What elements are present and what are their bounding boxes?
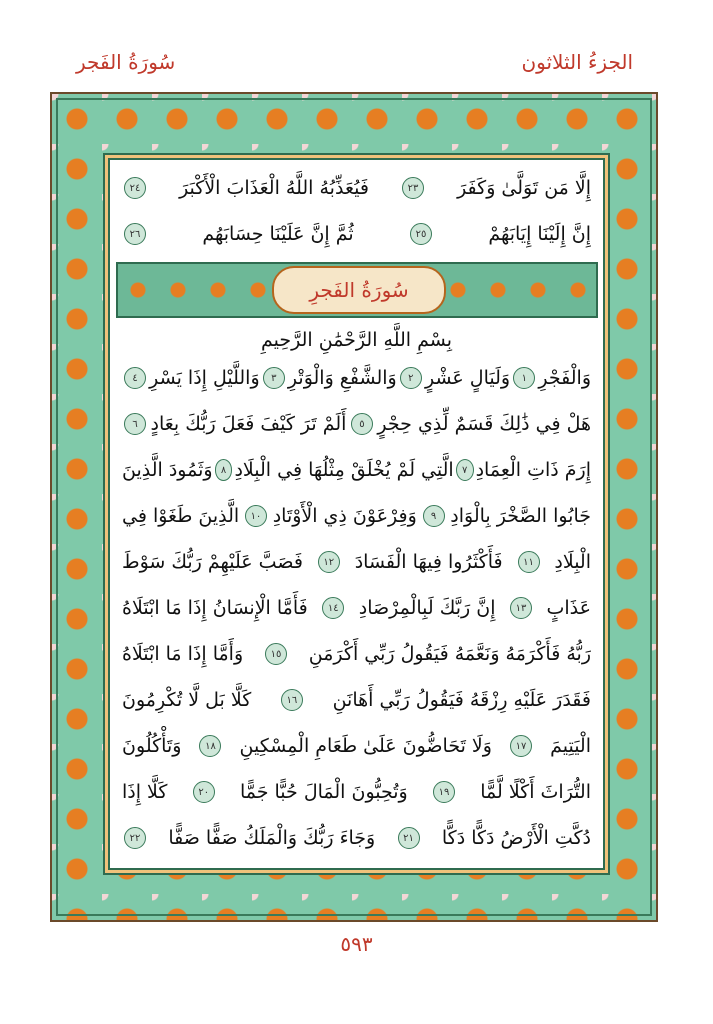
verse-text: وَثَمُودَ الَّذِينَ [122, 459, 213, 481]
verse-line [122, 214, 591, 254]
ayah-marker: ١٠ [245, 505, 267, 527]
header-juz: الجزءُ الثلاثون [521, 50, 633, 74]
verse-line [122, 818, 591, 858]
verse-line [122, 588, 591, 628]
verse-text: عَذَابٍ [546, 597, 591, 619]
verse-text: إِنَّ إِلَيْنَا إِيَابَهُمْ [488, 223, 591, 245]
verse-text: فَأَكْثَرُوا فِيهَا الْفَسَادَ [354, 551, 503, 573]
verse-text: كَلَّا بَل لَّا تُكْرِمُونَ [122, 689, 252, 711]
basmala [122, 320, 591, 360]
verse-line [122, 680, 591, 720]
ayah-marker: ٢٤ [124, 177, 146, 199]
ayah-marker: ٢٥ [410, 223, 432, 245]
surah-title: سُورَةُ الفَجرِ [272, 266, 446, 314]
verse-text: وَلَا تَحَاضُّونَ عَلَىٰ طَعَامِ الْمِسْكِينِ [239, 735, 492, 757]
ayah-marker: ٦ [124, 413, 146, 435]
ayah-marker: ٢٠ [193, 781, 215, 803]
ayah-marker: ٢٢ [124, 827, 146, 849]
verse-line [122, 450, 591, 490]
verse-text: وَجَاءَ رَبُّكَ وَالْمَلَكُ صَفًّا صَفًّا [168, 827, 376, 849]
verse-line [122, 404, 591, 444]
header-surah: سُورَةُ الفَجر [76, 50, 176, 74]
verse-text: وَأَمَّا إِذَا مَا ابْتَلَاهُ [122, 643, 244, 665]
verse-text: الْبِلَادِ [554, 551, 591, 573]
ayah-marker: ١٩ [433, 781, 455, 803]
verse-text: فَيُعَذِّبُهُ اللَّهُ الْعَذَابَ الْأَكْبَرَ [179, 177, 369, 199]
verse-text: هَلْ فِي ذَٰلِكَ قَسَمٌ لِّذِي حِجْرٍ [377, 413, 591, 435]
basmala-text: بِسْمِ اللَّهِ الرَّحْمَٰنِ الرَّحِيمِ [261, 329, 452, 351]
ayah-marker: ١٦ [281, 689, 303, 711]
verse-line [122, 496, 591, 536]
verse-text: وَتُحِبُّونَ الْمَالَ حُبًّا جَمًّا [239, 781, 408, 803]
ayah-marker: ٢١ [398, 827, 420, 849]
ayah-marker: ١ [513, 367, 535, 389]
verse-text: الَّتِي لَمْ يُخْلَقْ مِثْلُهَا فِي الْبِلَادِ [234, 459, 454, 481]
verse-text: إِرَمَ ذَاتِ الْعِمَادِ [475, 459, 591, 481]
ayah-marker: ١٣ [510, 597, 532, 619]
verse-line [122, 634, 591, 674]
verse-text: دُكَّتِ الْأَرْضُ دَكًّا دَكًّا [441, 827, 591, 849]
ayah-marker: ٣ [263, 367, 285, 389]
ayah-marker: ١١ [518, 551, 540, 573]
verse-text: جَابُوا الصَّخْرَ بِالْوَادِ [450, 505, 591, 527]
ayah-marker: ٤ [124, 367, 146, 389]
verse-text: التُّرَاثَ أَكْلًا لَّمًّا [480, 781, 591, 803]
ayah-marker: ١٢ [318, 551, 340, 573]
ayah-marker: ٢٣ [402, 177, 424, 199]
verse-text: وَالْفَجْرِ [538, 367, 591, 389]
verse-text: وَالشَّفْعِ وَالْوَتْرِ [287, 367, 397, 389]
verse-line [122, 772, 591, 812]
verse-line [122, 358, 591, 398]
verse-text: وَلَيَالٍ عَشْرٍ [425, 367, 511, 389]
verse-text: ثُمَّ إِنَّ عَلَيْنَا حِسَابَهُم [202, 223, 354, 245]
verse-text: فَأَمَّا الْإِنسَانُ إِذَا مَا ابْتَلَاهُ [122, 597, 308, 619]
verse-text: الْيَتِيمَ [550, 735, 591, 757]
ayah-marker: ١٨ [199, 735, 221, 757]
verse-text: أَلَمْ تَرَ كَيْفَ فَعَلَ رَبُّكَ بِعَادٍ [150, 413, 347, 435]
ayah-marker: ١٥ [265, 643, 287, 665]
verse-text: فَصَبَّ عَلَيْهِمْ رَبُّكَ سَوْطَ [122, 551, 303, 573]
page-number: ٥٩٣ [340, 932, 373, 956]
verse-text: إِنَّ رَبَّكَ لَبِالْمِرْصَادِ [358, 597, 496, 619]
ayah-marker: ١٧ [510, 735, 532, 757]
ayah-marker: ٨ [215, 459, 233, 481]
verse-line [122, 542, 591, 582]
verse-text: وَتَأْكُلُونَ [122, 735, 182, 757]
verse-text: رَبُّهُ فَأَكْرَمَهُ وَنَعَّمَهُ فَيَقُولُ رَبِّي أَكْرَمَنِ [308, 643, 591, 665]
verse-text: إِلَّا مَن تَوَلَّىٰ وَكَفَرَ [457, 177, 591, 199]
verse-text: كَلَّا إِذَا [122, 781, 168, 803]
ayah-marker: ٧ [456, 459, 474, 481]
verse-line [122, 168, 591, 208]
ayah-marker: ٥ [351, 413, 373, 435]
verse-text: وَاللَّيْلِ إِذَا يَسْرِ [149, 367, 260, 389]
verse-text: الَّذِينَ طَغَوْا فِي [122, 505, 240, 527]
ayah-marker: ٢٦ [124, 223, 146, 245]
verse-text: وَفِرْعَوْنَ ذِي الْأَوْتَادِ [272, 505, 417, 527]
verse-text: فَقَدَرَ عَلَيْهِ رِزْقَهُ فَيَقُولُ رَبِّي أَهَانَنِ [332, 689, 591, 711]
ayah-marker: ٩ [423, 505, 445, 527]
verse-line [122, 726, 591, 766]
ayah-marker: ٢ [400, 367, 422, 389]
ayah-marker: ١٤ [322, 597, 344, 619]
